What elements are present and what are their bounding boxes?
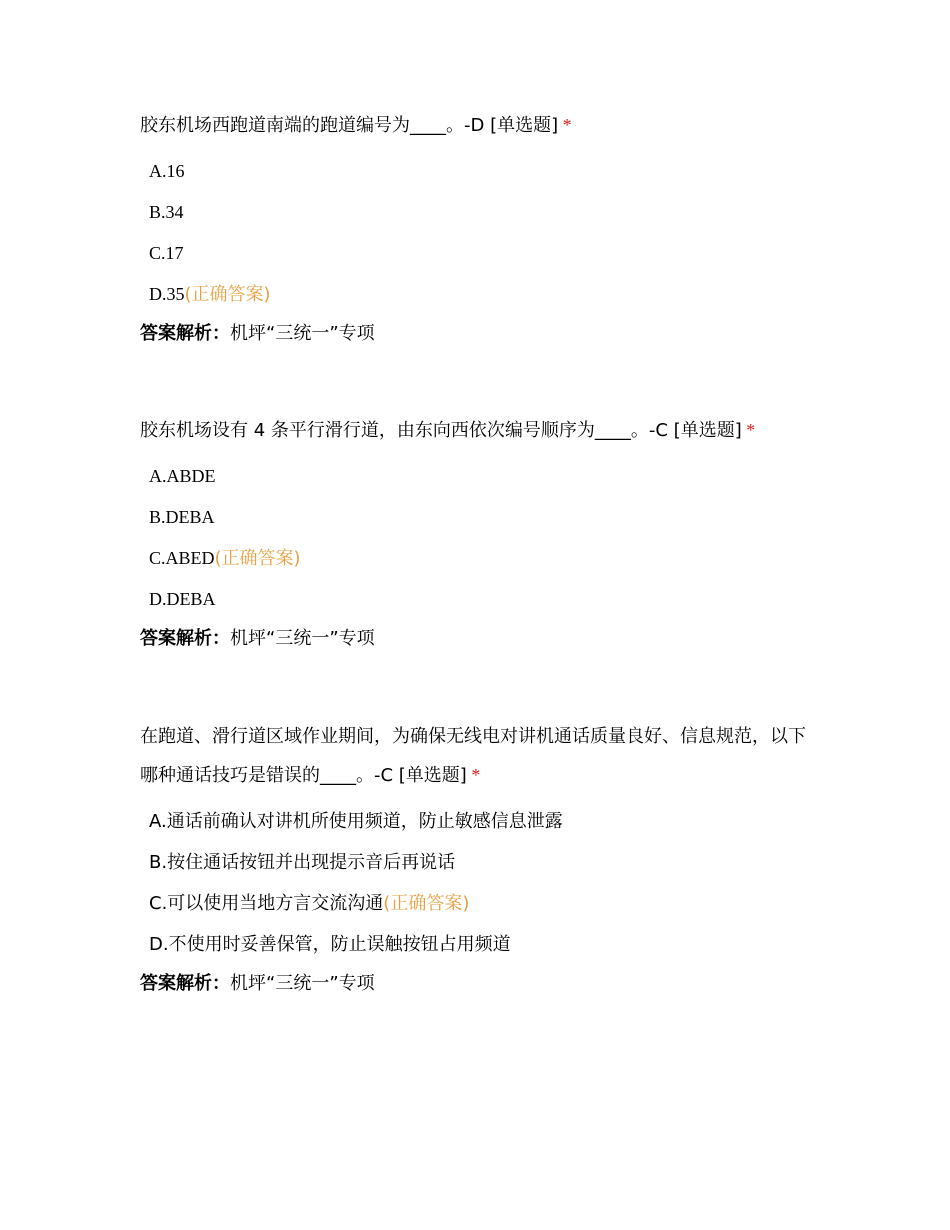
correct-tag: (正确答案) <box>184 284 271 305</box>
options-list <box>140 801 820 965</box>
answer-analysis <box>140 620 820 658</box>
analysis-label: 答案解析： <box>140 628 230 649</box>
option-b[interactable] <box>140 497 820 538</box>
analysis-text: 机坪“三统一”专项 <box>230 323 375 344</box>
question-1 <box>140 106 820 353</box>
option-label: B.34 <box>149 202 184 222</box>
analysis-label: 答案解析： <box>140 323 230 344</box>
option-d[interactable] <box>140 274 820 315</box>
option-c[interactable] <box>140 233 820 274</box>
option-d[interactable] <box>140 579 820 620</box>
question-title <box>140 106 820 145</box>
correct-tag: (正确答案) <box>214 548 301 569</box>
required-mark: * <box>471 765 481 785</box>
question-2 <box>140 411 820 658</box>
option-label: C.可以使用当地方言交流沟通 <box>149 893 384 914</box>
question-text: 胶东机场设有 4 条平行滑行道，由东向西依次编号顺序为____。-C [单选题] <box>140 420 742 441</box>
options-list <box>140 456 820 620</box>
option-label: C.17 <box>149 243 184 263</box>
question-text: 胶东机场西跑道南端的跑道编号为____。-D [单选题] <box>140 115 559 136</box>
option-label: C.ABED <box>149 548 215 568</box>
answer-analysis <box>140 965 820 1003</box>
options-list <box>140 151 820 315</box>
question-text: 在跑道、滑行道区域作业期间，为确保无线电对讲机通话质量良好、信息规范，以下哪种通话技巧是错误的____。-C [单选题] <box>140 726 806 786</box>
question-title <box>140 717 820 795</box>
option-b[interactable] <box>140 192 820 233</box>
required-mark: * <box>562 115 572 135</box>
option-a[interactable] <box>140 151 820 192</box>
required-mark: * <box>746 420 756 440</box>
option-label: A.16 <box>149 161 185 181</box>
option-d[interactable] <box>140 924 820 965</box>
analysis-label: 答案解析： <box>140 973 230 994</box>
question-3 <box>140 717 820 1003</box>
answer-analysis <box>140 315 820 353</box>
option-label: A.通话前确认对讲机所使用频道，防止敏感信息泄露 <box>149 811 563 832</box>
option-c[interactable] <box>140 883 820 924</box>
option-label: B.按住通话按钮并出现提示音后再说话 <box>149 852 456 873</box>
option-c[interactable] <box>140 538 820 579</box>
option-label: A.ABDE <box>149 466 216 486</box>
option-a[interactable] <box>140 801 820 842</box>
option-label: D.不使用时妥善保管，防止误触按钮占用频道 <box>149 934 511 955</box>
question-title <box>140 411 820 450</box>
option-a[interactable] <box>140 456 820 497</box>
option-label: D.DEBA <box>149 589 216 609</box>
option-label: B.DEBA <box>149 507 215 527</box>
analysis-text: 机坪“三统一”专项 <box>230 628 375 649</box>
correct-tag: (正确答案) <box>383 893 470 914</box>
option-b[interactable] <box>140 842 820 883</box>
option-label: D.35 <box>149 284 185 304</box>
analysis-text: 机坪“三统一”专项 <box>230 973 375 994</box>
